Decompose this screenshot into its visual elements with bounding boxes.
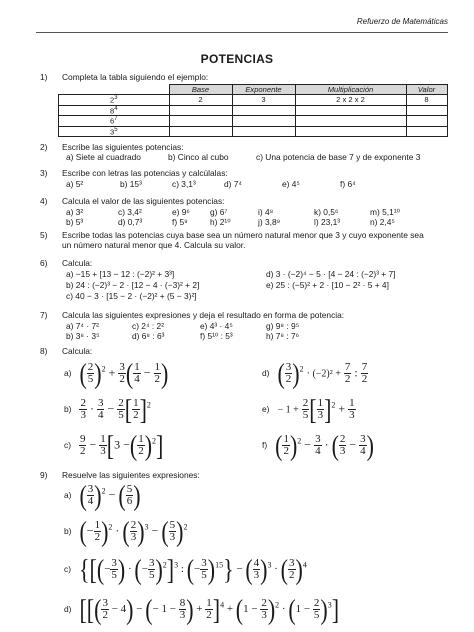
q4-item: j) 3,8⁹ [258,217,281,227]
q6-text: Calcula: [62,258,93,268]
q4-item: e) 9⁶ [172,207,190,217]
q7-item: f) 5¹⁰ : 5³ [200,331,233,341]
q7-number: 7) [40,310,48,320]
q6-number: 6) [40,258,48,268]
q4-item: l) 23,1³ [314,217,341,227]
q9-a: a) ( $\frac{3}{4}$ )$^2$ − ( $\frac{5}{6}$ ) [64,478,141,512]
q2-number: 2) [40,142,48,152]
col-multiplication: Multiplicación [295,85,406,95]
page-header [36,14,448,33]
q3-item: d) 7⁴ [224,179,243,189]
q3-text: Escribe con letras las potencias y calcúlalas: [62,168,228,178]
q4-item: h) 2¹⁰ [210,217,231,227]
q4-text: Calcula el valor de las siguientes potencias: [62,196,225,206]
q8-f: f) ( $\frac{1}{2}$ )$^2$ − $\frac{3}{4}$ · ( $\frac{2}{3}$ − $\frac{3}{4}$ ) [262,428,374,462]
q8-a: a) ( $\frac{2}{5}$ )$^2$ + $\frac{3}{2}$ ( $\frac{1}{4}$ − $\frac{1}{2}$ ) [64,356,169,390]
col-value: Valor [406,85,447,95]
table-row: $2^3$ 2 3 2 x 2 x 2 8 [59,95,448,106]
q9-c: c) {[(− $\frac{3}{5}$ ) · (− $\frac{3}{5}$ )$^2$]$^3$ : (− $\frac{3}{5}$ )$^{15}$} − ( $\frac{4}{3}$ )$^3$ · ( $\frac{3}{2}$ )$^4$ [64,552,307,586]
q8-number: 8) [40,346,48,356]
q7-item: h) 7⁸ : 7⁶ [266,331,300,341]
q4-item: f) 5⁹ [172,217,188,227]
q9-b: b) (− $\frac{1}{2}$ )$^2$ · ( $\frac{2}{3}$ )$^3$ − ( $\frac{5}{3}$ )$^2$ [64,514,188,548]
q4-item: a) 3² [66,207,84,217]
q3-item: f) 6⁴ [340,179,356,189]
q2-text: Escribe las siguientes potencias: [62,142,184,152]
q4-item: g) 6⁷ [210,207,228,217]
q7-text: Calcula las siguientes expresiones y deja el resultado en forma de potencia: [62,310,345,320]
q9-d: d) [[( $\frac{3}{2}$ − 4) − (− 1 − $\frac{8}{3}$ ) + $\frac{1}{2}$ ]$^4$ + (1 − $\frac{2}{3}$ )$^2$ · (1 − $\frac{2}{5}$ )$^3$] [64,592,340,626]
q5-line2: un número natural menor que 4. Calcula su valor. [62,240,246,250]
q4-item: n) 2,4⁵ [370,217,395,227]
page-title: POTENCIAS [200,52,274,66]
q8-c: c) $\frac{9}{2}$ − $\frac{1}{3}$ [3 −( $\frac{1}{2}$ )$^2$] [64,428,164,462]
q1-number: 1) [40,72,48,82]
table-row: $8^4$ [59,105,448,116]
q5-number: 5) [40,230,48,240]
q6-d: d) 3 · (−2)⁴ − 5 · [4 − 24 : (−2)³ + 7] [266,269,396,279]
q4-item: c) 3,4² [118,207,142,217]
q5-line1: Escribe todas las potencias cuya base sea un número natural menor que 3 y cuyo exponente sea [62,230,424,240]
q6-a: a) −15 + [13 − 12 : (−2)² + 3³] [66,269,175,279]
q3-item: b) 15³ [120,179,142,189]
q6-b: b) 24 : (−2)³ − 2 · [12 − 4 · (−3)² + 2] [66,280,200,290]
q2-b: b) Cinco al cubo [168,152,229,162]
col-exponent: Exponente [232,85,295,95]
q8-text: Calcula: [62,346,93,356]
q4-item: k) 0,5⁶ [314,207,339,217]
q4-item: b) 5³ [66,217,84,227]
q3-item: e) 4⁵ [282,179,300,189]
q3-item: a) 5² [66,179,84,189]
q4-number: 4) [40,196,48,206]
table-row: $6^7$ [59,116,448,127]
powers-table [58,84,448,137]
q7-item: b) 3⁸ · 3⁵ [66,331,100,341]
q7-item: d) 6⁸ : 6³ [132,331,165,341]
q9-text: Resuelve las siguientes expresiones: [62,470,200,480]
subject-label: Refuerzo de Matemáticas [356,17,448,26]
q8-d: d) ( $\frac{3}{2}$ )$^2$ · (−2)² + $\frac{7}{2}$ : $\frac{7}{2}$ [262,356,368,390]
q3-item: c) 3,1³ [172,179,196,189]
col-base: Base [169,85,232,95]
q7-item: g) 9⁸ : 9⁵ [266,321,300,331]
q7-item: c) 2⁴ : 2² [132,321,164,331]
q6-e: e) 25 : (−5)² + 2 · [10 − 2² · 5 + 4] [266,280,389,290]
q2-a: a) Siete al cuadrado [66,152,141,162]
q8-e: e) − 1 + $\frac{2}{5}$ [ $\frac{1}{3}$ ]$^2$ + $\frac{1}{3}$ [262,392,355,426]
q7-item: a) 7⁴ · 7² [66,321,99,331]
q3-number: 3) [40,168,48,178]
q2-c: c) Una potencia de base 7 y de exponente 3 [256,152,421,162]
q1-text: Completa la tabla siguiendo el ejemplo: [62,72,209,82]
q4-item: m) 5,1¹⁰ [370,207,400,217]
q8-b: b) $\frac{2}{3}$ · $\frac{3}{4}$ − $\frac{2}{5}$ [ $\frac{1}{2}$ ]$^2$ [64,392,151,426]
table-row: $3^5$ [59,126,448,137]
q9-number: 9) [40,470,48,480]
q6-c: c) 40 − 3 · [15 − 2 · (−2)² + (5 − 3)²] [66,291,197,301]
q4-item: d) 0,7³ [118,217,143,227]
q4-item: i) 4⁸ [258,207,274,217]
q7-item: e) 4³ · 4⁵ [200,321,233,331]
